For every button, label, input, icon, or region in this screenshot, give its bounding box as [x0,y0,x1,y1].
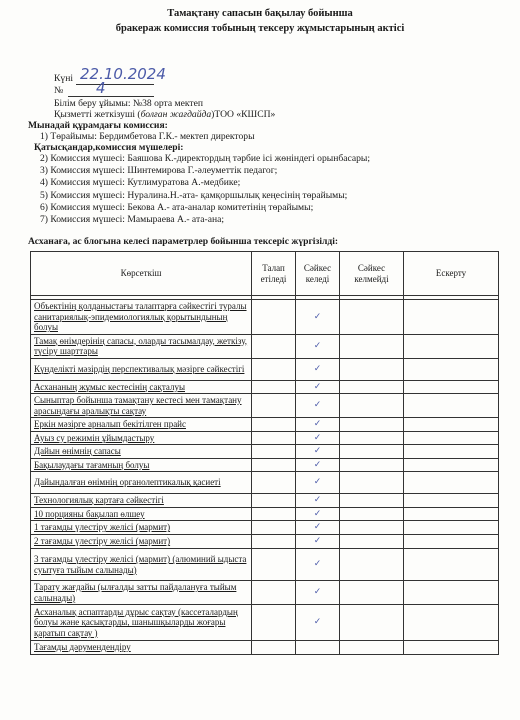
table-row [31,549,499,581]
indicator-cell: 2 тағамды үлестіру желісі (мармит) [31,535,252,549]
members-heading: Қатысқандар,комиссия мүшелері: [34,142,184,153]
check-mark-icon: ✓ [313,432,322,443]
compliant-cell [296,445,340,459]
check-mark-icon: ✓ [313,311,322,322]
required-cell [252,445,296,459]
table-row [31,521,499,535]
compliant-cell [296,300,340,335]
note-cell [404,300,499,335]
number-underline [68,96,154,97]
check-mark-icon: ✓ [313,508,322,519]
table-row [31,641,499,655]
indicator-cell: Бақылаудағы тағамның болуы [31,458,252,472]
required-cell [252,549,296,581]
compliant-cell [296,358,340,380]
indicator-cell: Ауыз су режимін ұйымдастыру [31,431,252,445]
supplier-italic: болған жағдайда [140,109,212,120]
act-title-line1: Тамақтану сапасын бақылау бойынша [167,8,353,19]
supplier-line [54,109,275,120]
table-row [31,300,499,335]
required-cell [252,641,296,655]
school-line: Білім беру ұйымы: №38 орта мектеп [54,98,203,109]
note-cell [404,605,499,641]
required-cell [252,418,296,432]
required-cell [252,458,296,472]
note-cell [404,521,499,535]
check-mark-icon: ✓ [313,340,322,351]
header-required: Талап етіледі [252,252,296,296]
indicator-cell: Тамақ өнімдерінің сапасы, оларды тасымалдау, жеткізу, түсіру шарттары [31,334,252,358]
table-row [31,494,499,508]
indicator-cell: Еркін мәзірге арналып бекітілген прайс [31,418,252,432]
compliant-cell [296,394,340,418]
check-mark-icon: ✓ [313,446,322,456]
noncompliant-cell [340,334,404,358]
table-row [31,431,499,445]
noncompliant-cell [340,535,404,549]
check-mark-icon: ✓ [313,477,322,488]
table-row [31,380,499,394]
header-indicator: Көрсеткіш [31,252,252,296]
required-cell [252,535,296,549]
noncompliant-cell [340,431,404,445]
compliant-cell [296,549,340,581]
date-underline [76,84,154,85]
indicator-cell: Күнделікті мәзірдің перспективалық мәзірге сәйкестігі [31,358,252,380]
noncompliant-cell [340,507,404,521]
indicator-cell: Технологиялық картаға сәйкестігі [31,494,252,508]
note-cell [404,641,499,655]
date-value: 22.10.2024 [80,65,166,83]
note-cell [404,472,499,494]
act-title-line2: бракераж комиссия тобының тексеру жұмыстарының актісі [115,23,405,34]
noncompliant-cell [340,380,404,394]
note-cell [404,334,499,358]
required-cell [252,431,296,445]
noncompliant-cell [340,521,404,535]
noncompliant-cell [340,549,404,581]
table-row [31,605,499,641]
required-cell [252,581,296,605]
check-mark-icon: ✓ [313,617,322,628]
commission-chair: 1) Төрайымы: Бердимбетова Г.К.- мектеп директоры [40,131,255,142]
noncompliant-cell [340,581,404,605]
table-row [31,458,499,472]
note-cell [404,549,499,581]
indicator-cell: 10 порцияны бақылап өлшеу [31,507,252,521]
inspection-table [30,251,499,655]
note-cell [404,445,499,459]
check-mark-icon: ✓ [313,536,322,547]
note-cell [404,494,499,508]
indicator-cell: Асхананың жұмыс кестесінің сақталуы [31,380,252,394]
commission-member: 5) Комиссия мүшесі: Нуралина.Н.-ата- қамқоршылық кеңесінің төрайымы; [40,189,348,201]
indicator-cell: Сыныптар бойынша тамақтану кестесі мен тамақтану арасындағы аралықты сақтау [31,394,252,418]
noncompliant-cell [340,641,404,655]
indicator-cell: Объектінің қолданыстағы талаптарға сәйкестігі туралы санитариялық-эпидемиологиялық қорытындының болуы [31,300,252,335]
supplier-prefix: Қызметті жеткізуші ( [54,109,141,120]
compliant-cell [296,581,340,605]
noncompliant-cell [340,300,404,335]
commission-member: 4) Комиссия мүшесі: Кутлимуратова А.-медбике; [40,177,241,189]
commission-member: 2) Комиссия мүшесі: Баяшова К.-директордың тәрбие ісі жөніндегі орынбасары; [40,153,371,164]
header-compliant: Сәйкес келеді [296,252,340,296]
commission-member: 3) Комиссия мүшесі: Шинтемирова Г.-әлеуметтік педагог; [40,165,278,177]
required-cell [252,507,296,521]
table-row [31,581,499,605]
note-cell [404,581,499,605]
note-cell [404,535,499,549]
noncompliant-cell [340,394,404,418]
indicator-cell: Дайын өнімнің сапасы [31,445,252,459]
check-mark-icon: ✓ [313,559,322,570]
noncompliant-cell [340,445,404,459]
indicator-cell: Дайындалған өнімнің органолептикалық қасиеті [31,472,252,494]
commission-member: 7) Комиссия мүшесі: Мамыраева А.- ата-ана; [40,214,225,225]
note-cell [404,358,499,380]
check-mark-icon: ✓ [313,381,322,392]
compliant-cell [296,472,340,494]
required-cell [252,472,296,494]
noncompliant-cell [340,472,404,494]
table-body [31,296,499,655]
table-row [31,445,499,459]
number-label: № [54,85,64,96]
compliant-cell [296,458,340,472]
noncompliant-cell [340,458,404,472]
note-cell [404,431,499,445]
required-cell [252,380,296,394]
number-value: 4 [96,79,106,97]
check-mark-icon: ✓ [313,495,322,505]
required-cell [252,300,296,335]
check-mark-icon: ✓ [313,419,322,429]
check-mark-icon: ✓ [313,459,322,470]
indicator-cell: 3 тағамды үлестіру желісі (мармит) (алюминий ыдыста суытуға тыйым салынады) [31,549,252,581]
table-row [31,535,499,549]
compliant-cell [296,494,340,508]
noncompliant-cell [340,605,404,641]
compliant-cell [296,418,340,432]
compliant-cell [296,334,340,358]
note-cell [404,418,499,432]
table-row [31,507,499,521]
noncompliant-cell [340,418,404,432]
note-cell [404,507,499,521]
indicator-cell: Тарату жағдайы (ылғалды затты пайдалануға тыйым салынады) [31,581,252,605]
commission-member: 6) Комиссия мүшесі: Бекова А.- ата-аналар комитетінің төрайымы; [40,201,314,213]
required-cell [252,494,296,508]
compliant-cell [296,641,340,655]
header-note: Ескерту [404,252,499,296]
noncompliant-cell [340,494,404,508]
required-cell [252,358,296,380]
required-cell [252,521,296,535]
indicator-cell: Тағамды дәрумендендіру [31,641,252,655]
supplier-suffix: )ТОО «КШСП» [211,109,276,120]
note-cell [404,394,499,418]
note-cell [404,458,499,472]
header-noncompliant: Сәйкес келмейді [340,252,404,296]
noncompliant-cell [340,358,404,380]
commission-heading: Мынадай құрамдағы комиссия: [28,120,168,131]
compliant-cell [296,535,340,549]
section-heading: Асханаға, ас блогына келесі параметрлер бойынша тексеріс жүргізілді: [28,236,339,247]
table-row [31,418,499,432]
compliant-cell [296,605,340,641]
required-cell [252,605,296,641]
table-row [31,472,499,494]
required-cell [252,334,296,358]
date-label: Күні [54,73,73,84]
table-row [31,358,499,380]
compliant-cell [296,507,340,521]
table-row [31,334,499,358]
table-row [31,394,499,418]
required-cell [252,394,296,418]
compliant-cell [296,521,340,535]
compliant-cell [296,380,340,394]
check-mark-icon: ✓ [313,587,322,598]
indicator-cell: Асханалық аспаптарды дұрыс сақтау (кассеталардың болуы және қасықтарды, шанышқыларды жоғары қаратып сақтау ) [31,605,252,641]
check-mark-icon: ✓ [313,522,322,533]
check-mark-icon: ✓ [313,363,322,374]
table-header-row [31,252,499,296]
indicator-cell: 1 тағамды үлестіру желісі (мармит) [31,521,252,535]
note-cell [404,380,499,394]
compliant-cell [296,431,340,445]
check-mark-icon: ✓ [313,400,322,411]
